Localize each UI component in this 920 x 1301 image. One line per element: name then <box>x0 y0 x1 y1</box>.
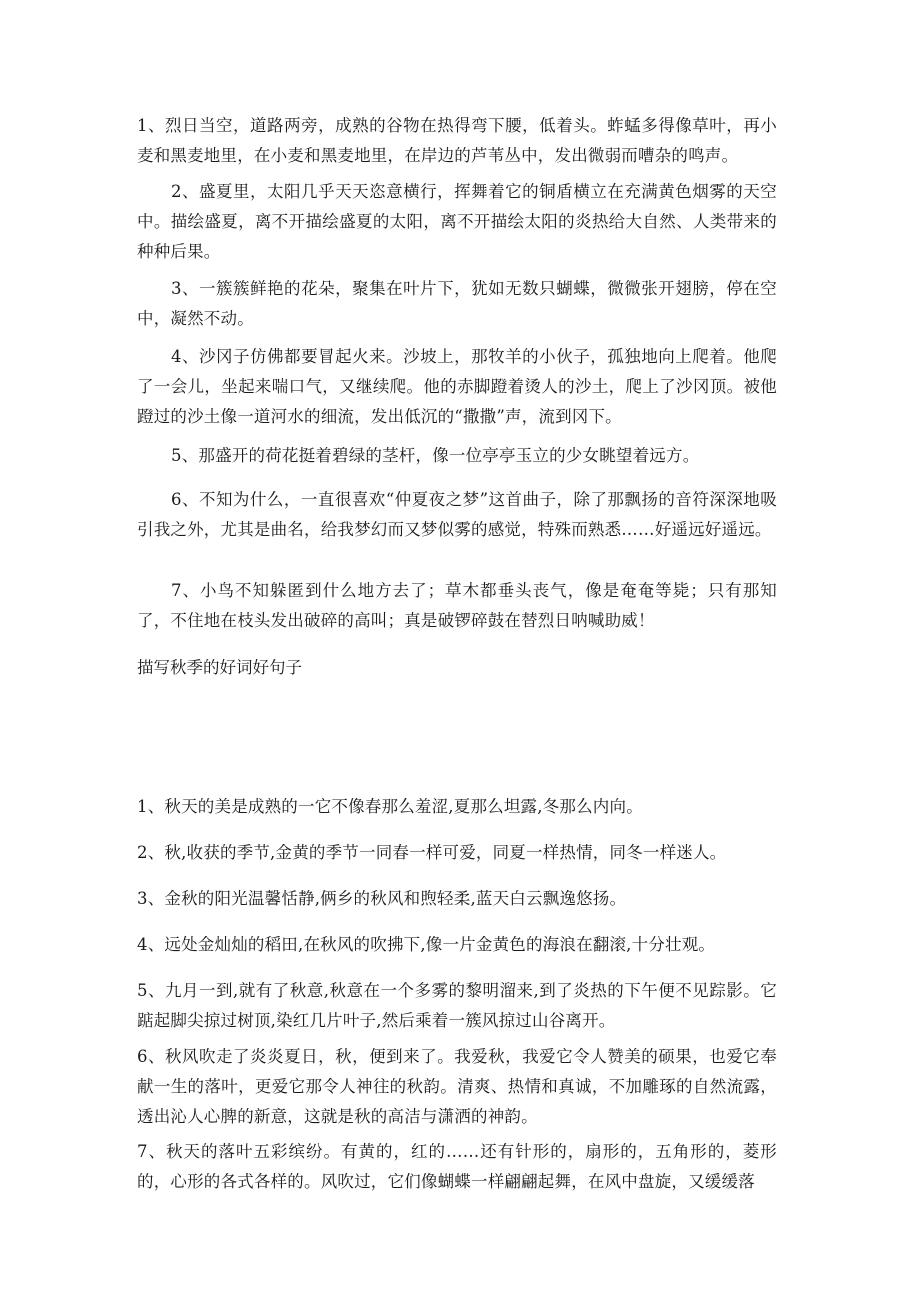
autumn-paragraph-2: 2、秋,收获的季节,金黄的季节一同春一样可爱，同夏一样热情，同冬一样迷人。 <box>137 843 727 862</box>
summer-paragraph-7: 7、小鸟不知躲匿到什么地方去了；草木都垂头丧气，像是奄奄等毙；只有那知了，不住地在枝头发出破碎的高叫；真是破锣碎鼓在替烈日呐喊助威！ <box>137 581 777 630</box>
autumn-paragraph-5: 5、九月一到,就有了秋意,秋意在一个多雾的黎明溜来,到了炎热的下午便不见踪影。它踮起脚尖掠过树顶,染红几片叶子,然后乘着一簇风掠过山谷离开。 <box>137 981 777 1030</box>
autumn-paragraph-6: 6、秋风吹走了炎炎夏日，秋，便到来了。我爱秋，我爱它令人赞美的硕果，也爱它奉献一生的落叶，更爱它那令人神往的秋韵。清爽、热情和真诚，不加雕琢的自然流露，透出沁人心脾的新意，这就是秋的高洁与潇洒的神韵。 <box>137 1047 777 1126</box>
summer-paragraph-3: 3、一簇簇鲜艳的花朵，聚集在叶片下，犹如无数只蝴蝶，微微张开翅膀，停在空中，凝然不动。 <box>137 279 777 328</box>
autumn-paragraph-7: 7、秋天的落叶五彩缤纷。有黄的，红的……还有针形的，扇形的，五角形的，菱形的，心形的各式各样的。风吹过，它们像蝴蝶一样翩翩起舞，在风中盘旋，又缓缓落 <box>137 1142 777 1191</box>
autumn-paragraph-4: 4、远处金灿灿的稻田,在秋风的吹拂下,像一片金黄色的海浪在翻滚,十分壮观。 <box>137 935 716 954</box>
autumn-paragraph-1: 1、秋天的美是成熟的一它不像春那么羞涩,夏那么坦露,冬那么内向。 <box>137 797 643 816</box>
summer-paragraph-1: 1、烈日当空，道路两旁，成熟的谷物在热得弯下腰，低着头。蚱蜢多得像草叶，再小麦和黑麦地里，在小麦和黑麦地里，在岸边的芦苇丛中，发出微弱而嘈杂的鸣声。 <box>137 116 777 165</box>
autumn-section-heading: 描写秋季的好词好句子 <box>137 658 302 677</box>
summer-paragraph-4: 4、沙冈子仿佛都要冒起火来。沙坡上，那牧羊的小伙子，孤独地向上爬着。他爬了一会儿，坐起来喘口气，又继续爬。他的赤脚蹬着烫人的沙土，爬上了沙冈顶。被他蹬过的沙土像一道河水的细流，发出低沉的“撒撒”声，流到冈下。 <box>137 347 777 426</box>
autumn-paragraph-3: 3、金秋的阳光温馨恬静,俩乡的秋风和煦轻柔,蓝天白云飘逸悠扬。 <box>137 889 627 908</box>
summer-paragraph-2: 2、盛夏里，太阳几乎天天恣意横行，挥舞着它的铜盾横立在充满黄色烟雾的天空中。描绘盛夏，离不开描绘盛夏的太阳，离不开描绘太阳的炎热给大自然、人类带来的种种后果。 <box>137 182 777 261</box>
summer-paragraph-5: 5、那盛开的荷花挺着碧绿的茎杆，像一位亭亭玉立的少女眺望着远方。 <box>171 446 700 465</box>
summer-paragraph-6: 6、不知为什么，一直很喜欢“仲夏夜之梦”这首曲子，除了那飘扬的音符深深地吸引我之外，尤其是曲名，给我梦幻而又梦似雾的感觉，特殊而熟悉……好遥远好遥远。 <box>137 490 777 539</box>
